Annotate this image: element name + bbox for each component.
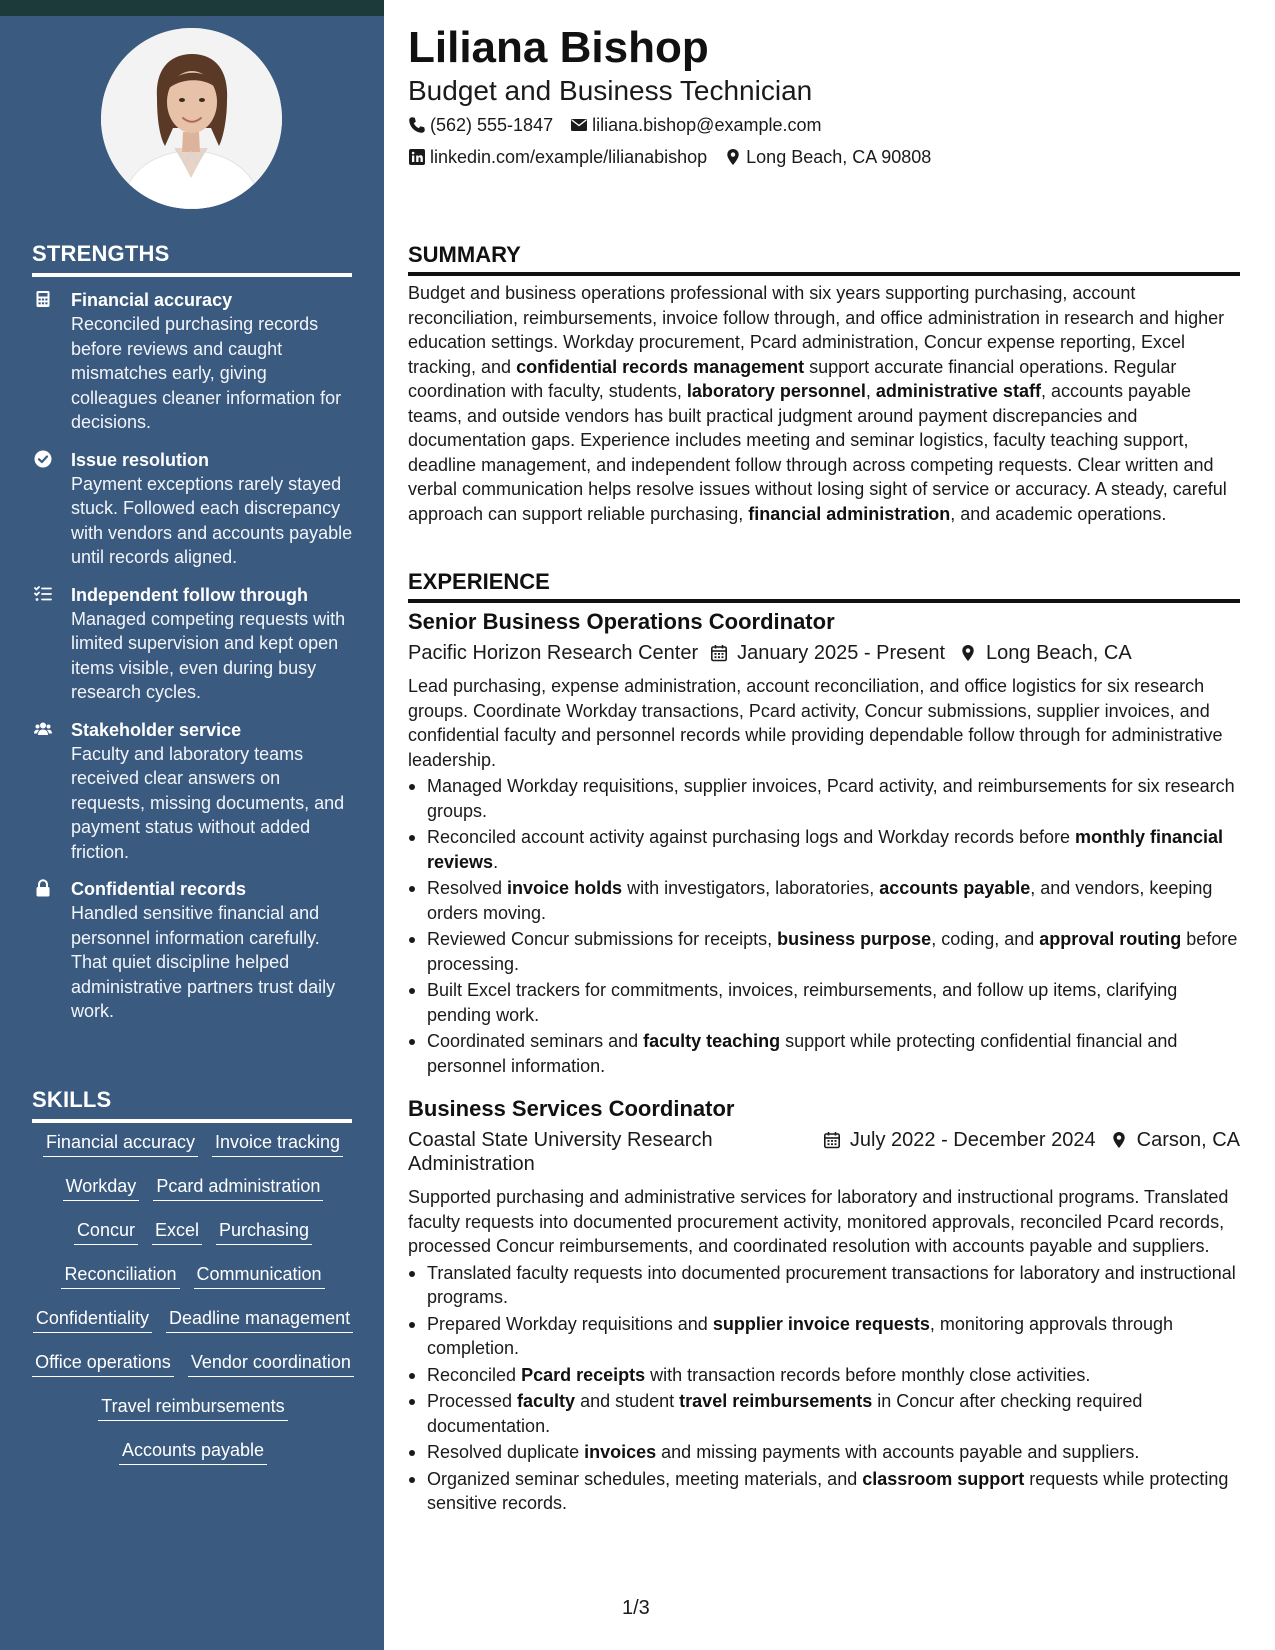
skill-tag: Office operations — [32, 1350, 174, 1377]
skill-tag: Pcard administration — [153, 1174, 323, 1201]
check-circle-icon — [34, 450, 52, 468]
strength-title: Financial accuracy — [71, 290, 233, 310]
skill-tag: Deadline management — [166, 1306, 353, 1333]
job-bullet: Reconciled account activity against purchasing logs and Workday records before monthly financial reviews. — [408, 825, 1240, 874]
job-location-text: Long Beach, CA — [986, 642, 1132, 664]
job-dates-text: January 2025 - Present — [737, 642, 946, 664]
main-content — [408, 0, 1240, 1650]
phone-number: (562) 555-1847 — [430, 115, 554, 135]
job-bullet: Resolved invoice holds with investigators, laboratories, accounts payable, and vendors, keeping orders moving. — [408, 876, 1240, 925]
emphasis-text: confidential records management — [516, 356, 805, 377]
linkedin-url: linkedin.com/example/lilianabishop — [430, 147, 708, 167]
strength-title: Issue resolution — [71, 449, 210, 470]
skill-tag: Reconciliation — [61, 1262, 179, 1289]
contact-row — [408, 145, 948, 169]
strength-description: Payment exceptions rarely stayed stuck. Followed each discrepancy with vendors and accounts payable until records aligned. — [71, 473, 353, 567]
job-entry — [408, 1095, 1240, 1518]
emphasis-text: financial administration — [748, 503, 951, 524]
skill-tag: Communication — [194, 1262, 325, 1289]
candidate-name: Liliana Bishop — [408, 23, 709, 72]
skill-tag: Financial accuracy — [43, 1130, 198, 1157]
job-bullets — [408, 1261, 1240, 1516]
job-bullet: Reviewed Concur submissions for receipts, business purpose, coding, and approval routing before processing. — [408, 927, 1240, 976]
email-contact[interactable] — [570, 113, 821, 137]
job-bullet: Processed faculty and student travel reimbursements in Concur after checking required documentation. — [408, 1389, 1240, 1438]
strength-description: Handled sensitive financial and personnel information carefully. That quiet discipline helped administrative partners trust daily work. — [71, 903, 336, 1021]
emphasis-text: accounts payable — [879, 878, 1031, 898]
strength-item — [32, 583, 354, 705]
job-bullet: Managed Workday requisitions, supplier invoices, Pcard activity, and reimbursements for six research groups. — [408, 774, 1240, 823]
emphasis-text: business purpose — [777, 929, 932, 949]
envelope-icon — [570, 116, 588, 134]
emphasis-text: faculty — [517, 1391, 576, 1411]
calculator-icon — [34, 290, 52, 308]
map-pin-icon — [959, 644, 977, 662]
strength-item — [32, 718, 354, 865]
skill-tag: Accounts payable — [119, 1438, 267, 1465]
list-check-icon — [34, 585, 52, 603]
skill-tag: Concur — [74, 1218, 138, 1245]
strength-title: Stakeholder service — [71, 719, 242, 740]
linkedin-contact[interactable] — [408, 145, 707, 169]
skills-heading: SKILLS — [32, 1087, 352, 1123]
skills-list — [28, 1130, 358, 1465]
emphasis-text: laboratory personnel — [686, 381, 866, 401]
map-pin-icon — [724, 148, 742, 166]
skill-tag: Excel — [152, 1218, 202, 1245]
profile-photo — [101, 28, 282, 209]
skill-tag: Workday — [63, 1174, 140, 1201]
summary-text: Budget and business operations professional with six years supporting purchasing, account reconciliation, reimbursements, invoice follow through, and office administration in research and higher education settings. Workday procurement, Pcard administration, Concur expense reporting, Excel tracking, and confidential records management support accurate financial operations. Regular coordination with faculty, students, laboratory personnel, administrative staff, accounts payable teams, and outside vendors has built practical judgment around payment discrepancies and documentation gaps. Experience includes meeting and seminar logistics, faculty teaching support, deadline management, and independent follow through across competing requests. Clear written and verbal communication helps resolve issues without losing sight of service or accuracy. A steady, careful approach can support reliable purchasing, financial administration, and academic operations. — [408, 283, 1227, 524]
job-bullet: Resolved duplicate invoices and missing payments with accounts payable and suppliers. — [408, 1440, 1240, 1465]
candidate-title: Budget and Business Technician — [408, 75, 813, 106]
job-dates — [710, 641, 945, 665]
sidebar — [0, 0, 384, 1650]
strength-description: Faculty and laboratory teams received clear answers on requests, missing documents, and payment status without added friction. — [71, 743, 345, 862]
skill-tag: Purchasing — [216, 1218, 312, 1245]
skill-tag: Travel reimbursements — [98, 1394, 287, 1421]
skill-tag: Vendor coordination — [188, 1350, 354, 1377]
emphasis-text: invoices — [584, 1442, 657, 1462]
emphasis-text: travel reimbursements — [679, 1391, 873, 1411]
emphasis-text: Pcard receipts — [521, 1364, 646, 1385]
skill-tag: Confidentiality — [33, 1306, 152, 1333]
summary-heading: SUMMARY — [408, 241, 1240, 276]
job-meta — [408, 641, 1240, 665]
job-description: Lead purchasing, expense administration, account reconciliation, and office logistics for six research groups. Coordinate Workday transactions, Pcard activity, Concur submissions, supplier invoices, and confidential faculty and personnel records while providing dependable follow through for administrative leadership. — [408, 676, 1223, 770]
job-bullet: Coordinated seminars and faculty teaching support while protecting confidential financial and personnel information. — [408, 1029, 1240, 1078]
skill-tag: Invoice tracking — [212, 1130, 343, 1157]
job-bullet: Prepared Workday requisitions and supplier invoice requests, monitoring approvals through completion. — [408, 1312, 1240, 1361]
strengths-heading: STRENGTHS — [32, 241, 352, 277]
job-entry — [408, 608, 1240, 1080]
job-meta-details — [710, 641, 1132, 665]
strengths-list — [32, 288, 354, 1037]
job-location — [959, 641, 1132, 665]
lock-icon — [34, 879, 52, 897]
emphasis-text: monthly financial reviews — [427, 827, 1224, 872]
job-bullet: Reconciled Pcard receipts with transaction records before monthly close activities. — [408, 1363, 1240, 1388]
emphasis-text: approval routing — [1039, 929, 1182, 949]
job-dates-text: July 2022 - December 2024 — [849, 1129, 1096, 1151]
phone-contact[interactable] — [408, 113, 553, 137]
page-number: 1/3 — [622, 1597, 650, 1619]
phone-icon — [408, 116, 426, 134]
emphasis-text: administrative staff — [875, 381, 1041, 401]
job-location — [1110, 1128, 1240, 1152]
experience-heading: EXPERIENCE — [408, 568, 1240, 603]
job-bullet: Translated faculty requests into documented procurement transactions for laboratory and instructional programs. — [408, 1261, 1240, 1310]
location-text: Long Beach, CA 90808 — [746, 147, 932, 167]
users-icon — [34, 720, 52, 738]
calendar-icon — [710, 644, 728, 662]
job-title: Business Services Coordinator — [408, 1096, 735, 1121]
email-address: liliana.bishop@example.com — [592, 115, 822, 135]
job-description: Supported purchasing and administrative services for laboratory and instructional programs. Translated faculty requests into documented procurement activity, monitored approvals, reconciled Pcard records, processed Concur reimbursements, and coordinated resolution with accounts payable and suppliers. — [408, 1187, 1229, 1256]
strength-item — [32, 288, 354, 435]
emphasis-text: supplier invoice requests — [712, 1313, 930, 1334]
linkedin-icon — [408, 148, 426, 166]
job-bullet: Organized seminar schedules, meeting materials, and classroom support requests while protecting sensitive records. — [408, 1467, 1240, 1516]
strength-description: Reconciled purchasing records before reviews and caught mismatches early, giving colleagues cleaner information for decisions. — [71, 314, 342, 432]
map-pin-icon — [1110, 1131, 1128, 1149]
emphasis-text: invoice holds — [507, 878, 623, 898]
strength-item — [32, 877, 354, 1024]
job-meta — [408, 1128, 1240, 1176]
strength-title: Confidential records — [71, 879, 247, 899]
job-meta-details — [823, 1128, 1240, 1152]
strength-title: Independent follow through — [71, 584, 308, 605]
sidebar-top-bar — [0, 0, 384, 16]
emphasis-text: faculty teaching — [643, 1031, 781, 1051]
contact-row — [408, 113, 838, 137]
job-dates — [823, 1128, 1096, 1152]
strength-item — [32, 448, 354, 570]
location-contact — [724, 145, 931, 169]
job-location-text: Carson, CA — [1136, 1129, 1240, 1151]
calendar-icon — [823, 1131, 841, 1149]
strength-description: Managed competing requests with limited supervision and kept open items visible, even during busy research cycles. — [71, 608, 346, 702]
emphasis-text: classroom support — [862, 1468, 1025, 1489]
job-bullets — [408, 774, 1240, 1078]
job-bullet: Built Excel trackers for commitments, invoices, reimbursements, and follow up items, clarifying pending work. — [408, 978, 1240, 1027]
employer-name: Pacific Horizon Research Center — [408, 642, 699, 664]
job-title: Senior Business Operations Coordinator — [408, 609, 835, 634]
employer-name: Coastal State University Research Administration — [408, 1129, 713, 1175]
